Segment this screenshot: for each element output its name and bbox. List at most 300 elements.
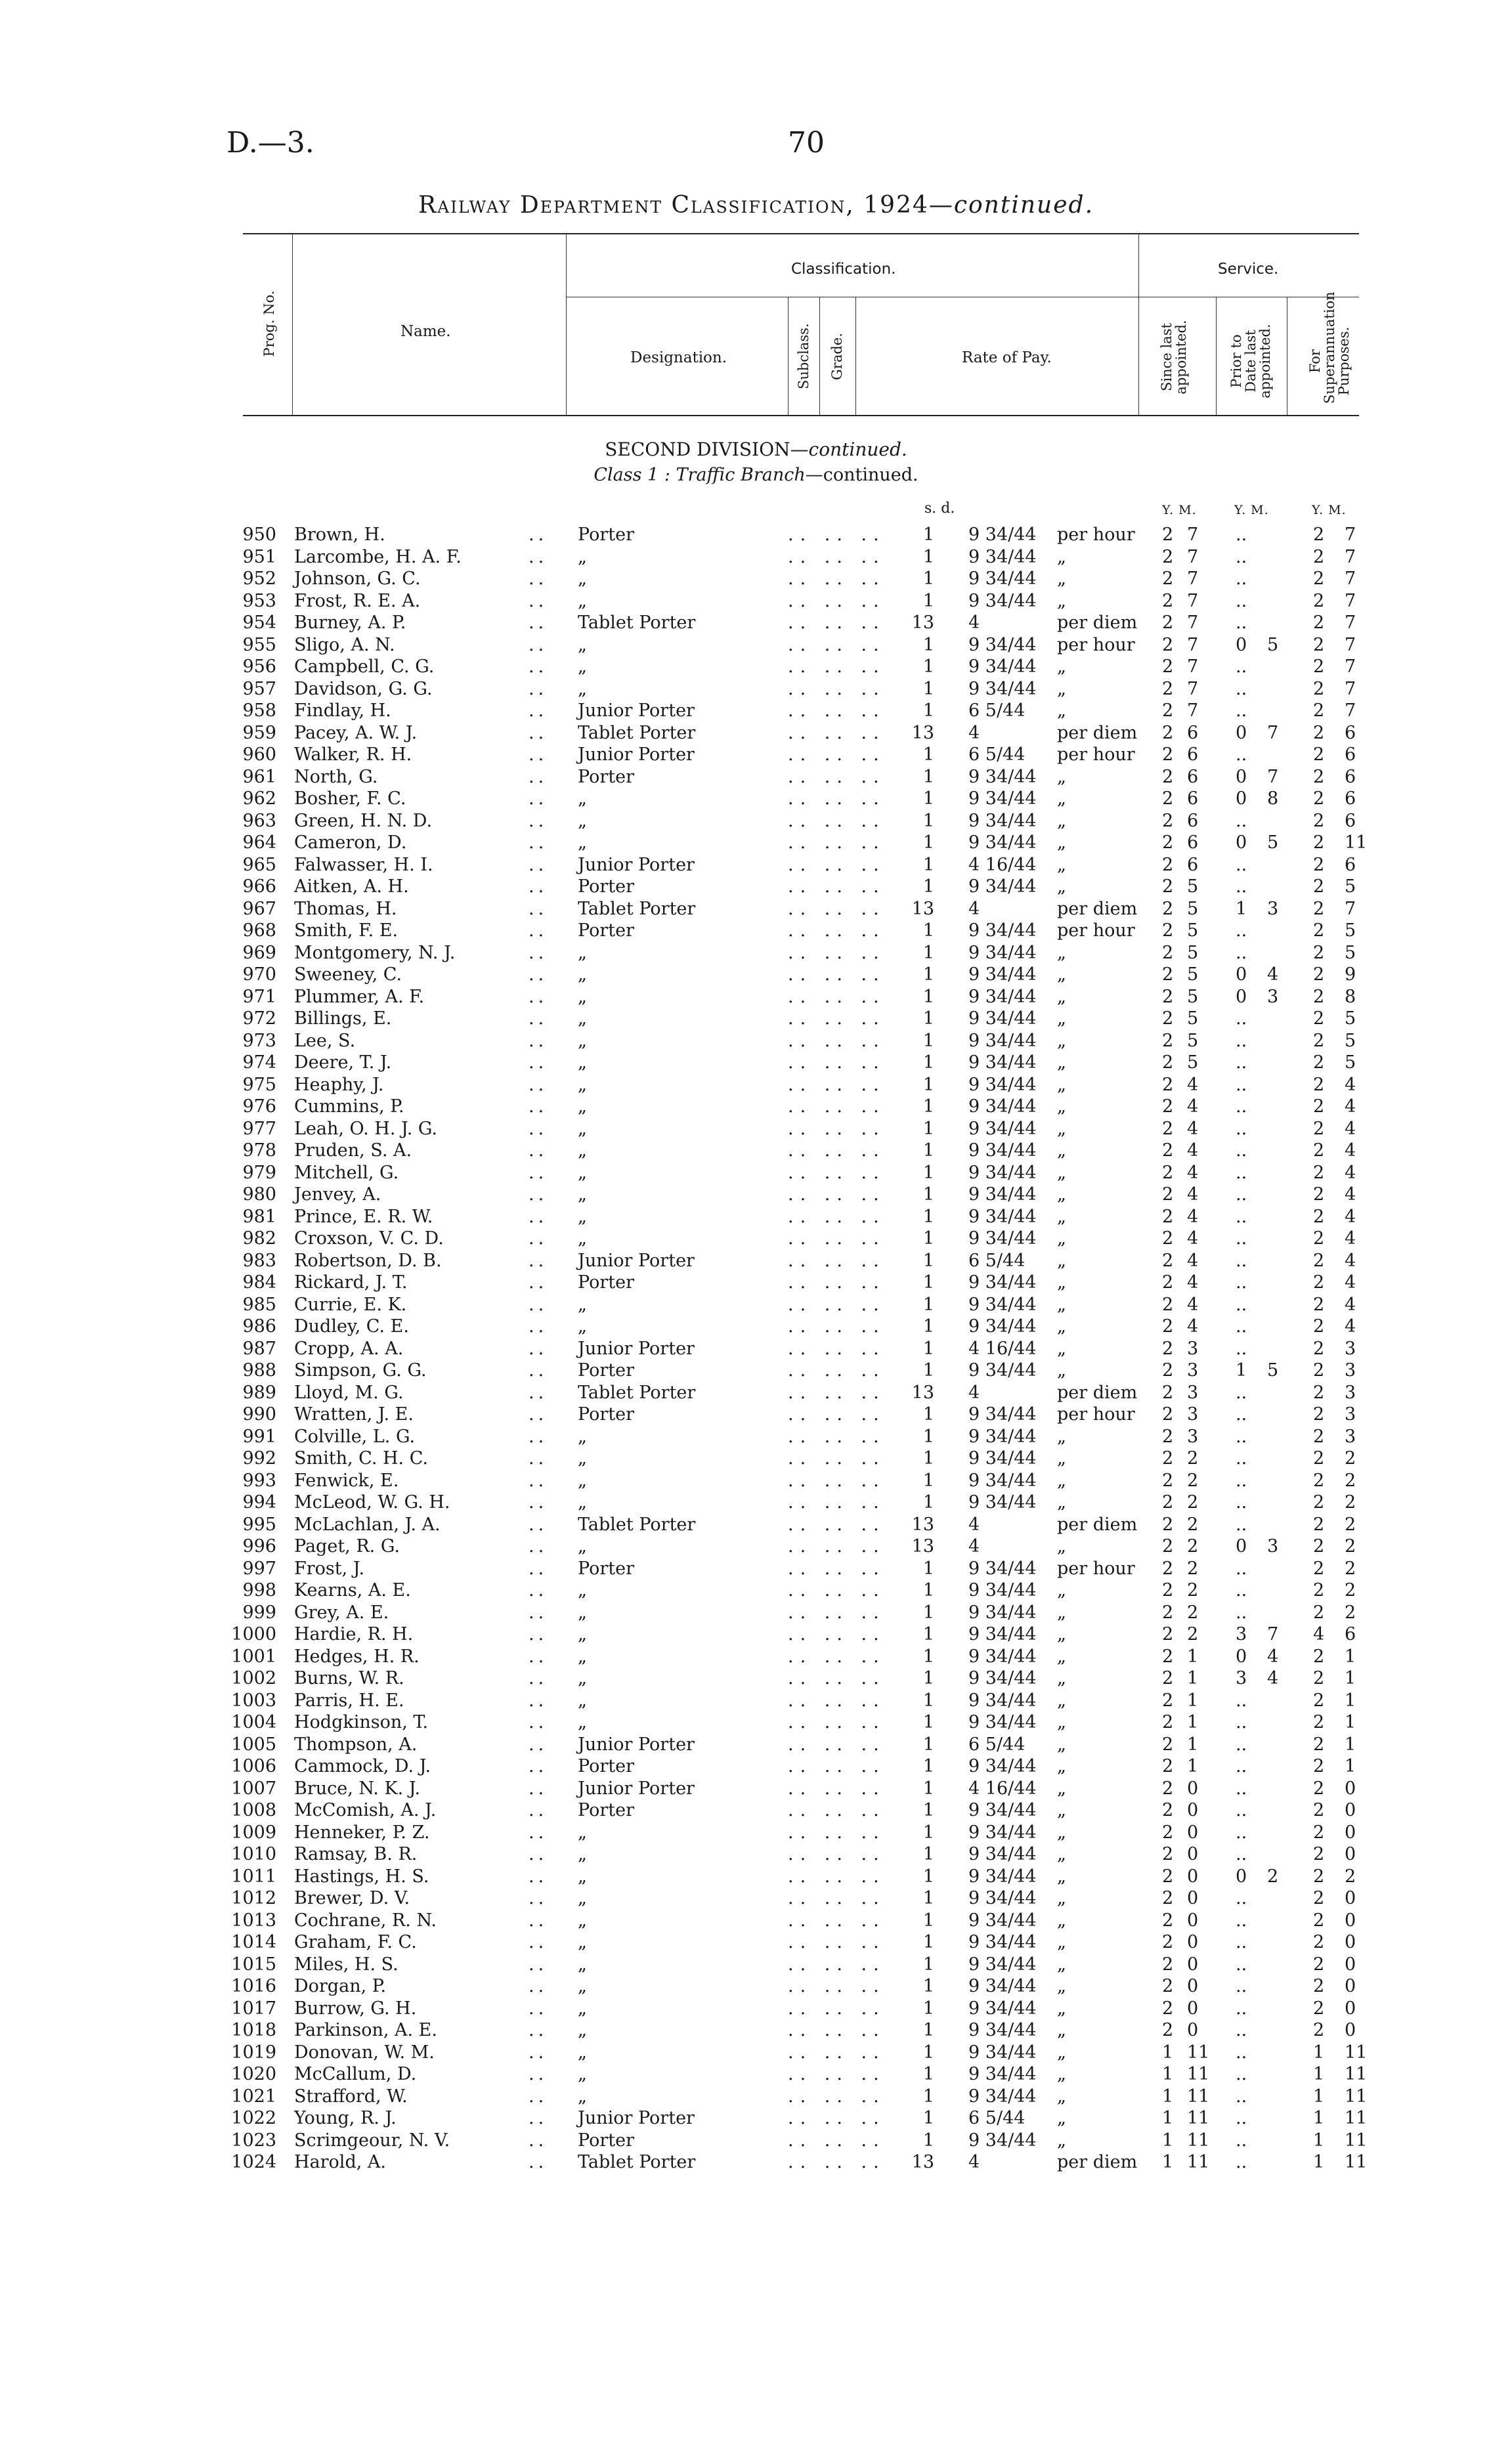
prog-no: 966 — [242, 876, 276, 897]
since-last-months: 6 — [1187, 788, 1199, 809]
since-last-years: 2 — [1162, 1382, 1174, 1403]
prog-no: 1018 — [231, 2020, 276, 2040]
leader-dots: .. — [529, 722, 548, 743]
since-last-years: 2 — [1162, 1316, 1174, 1337]
table-row — [0, 1470, 1512, 1492]
prior-years: 3 — [1236, 1624, 1247, 1644]
prog-no: 973 — [242, 1030, 276, 1051]
table-row — [0, 1382, 1512, 1404]
pay-pence: 9 34/44 — [968, 2020, 1037, 2040]
employee-name: Montgomery, N. J. — [294, 942, 456, 963]
since-last-months: 5 — [1187, 1030, 1199, 1051]
leader-dots: .. — [529, 1844, 548, 1864]
prior-years: .. — [1236, 1932, 1247, 1952]
employee-name: Cropp, A. A. — [294, 1338, 404, 1359]
designation: Porter — [578, 1272, 634, 1293]
employee-name: Burns, W. R. — [294, 1668, 404, 1688]
since-last-years: 2 — [1162, 1360, 1174, 1381]
header-rate-of-pay: Rate of Pay. — [962, 349, 1052, 366]
super-years: 2 — [1313, 898, 1325, 919]
super-years: 2 — [1313, 1844, 1325, 1864]
super-months: 9 — [1345, 964, 1356, 985]
pay-period: „ — [1057, 788, 1066, 809]
pay-period: „ — [1057, 569, 1066, 589]
super-years: 1 — [1313, 2108, 1325, 2128]
prog-no: 972 — [242, 1008, 276, 1029]
designation: Porter — [578, 1404, 634, 1425]
since-last-years: 1 — [1162, 2064, 1174, 2084]
units-ym-3: Y. M. — [1312, 503, 1347, 517]
pay-period: „ — [1057, 1536, 1066, 1557]
leader-dots: .. .. .. — [788, 700, 886, 721]
pay-shillings: 1 — [922, 2108, 934, 2128]
since-last-years: 2 — [1162, 1646, 1174, 1667]
employee-name: Miles, H. S. — [294, 1954, 399, 1975]
leader-dots: .. — [529, 1228, 548, 1249]
pay-shillings: 1 — [922, 1360, 934, 1381]
prog-no: 968 — [242, 920, 276, 941]
employee-name: Henneker, P. Z. — [294, 1822, 430, 1843]
table-row — [0, 1514, 1512, 1536]
since-last-years: 2 — [1162, 1866, 1174, 1887]
prior-years: 1 — [1236, 898, 1247, 919]
division-title — [0, 439, 1512, 460]
designation: Porter — [578, 1558, 634, 1579]
prog-no: 986 — [242, 1316, 276, 1337]
since-last-years: 2 — [1162, 1976, 1174, 1996]
designation: Porter — [578, 1800, 634, 1820]
designation: „ — [578, 1536, 587, 1557]
since-last-years: 2 — [1162, 810, 1174, 831]
table-row — [0, 986, 1512, 1008]
prior-months: 5 — [1267, 634, 1279, 655]
pay-pence: 9 34/44 — [968, 634, 1037, 655]
prior-years: 0 — [1236, 1536, 1247, 1557]
pay-shillings: 1 — [922, 634, 934, 655]
designation: Tablet Porter — [578, 612, 696, 633]
prog-no: 1008 — [231, 1800, 276, 1820]
leader-dots: .. .. .. — [788, 854, 886, 875]
table-row — [0, 1206, 1512, 1228]
since-last-months: 7 — [1187, 569, 1199, 589]
prior-years: .. — [1236, 1844, 1247, 1864]
table-row — [0, 1492, 1512, 1514]
prog-no: 965 — [242, 854, 276, 875]
prog-no: 993 — [242, 1470, 276, 1491]
prog-no: 992 — [242, 1448, 276, 1469]
pay-period: „ — [1057, 1316, 1066, 1337]
pay-shillings: 1 — [922, 1778, 934, 1799]
pay-shillings: 1 — [922, 1712, 934, 1732]
since-last-years: 2 — [1162, 1448, 1174, 1469]
since-last-years: 2 — [1162, 590, 1174, 611]
since-last-months: 4 — [1187, 1074, 1199, 1095]
super-years: 2 — [1313, 832, 1325, 853]
pay-shillings: 13 — [911, 898, 934, 919]
table-row — [0, 1667, 1512, 1690]
since-last-months: 2 — [1187, 1558, 1199, 1579]
pay-shillings: 1 — [922, 1492, 934, 1513]
leader-dots: .. .. .. — [788, 656, 886, 677]
pay-pence: 9 34/44 — [968, 1008, 1037, 1029]
super-months: 11 — [1345, 2042, 1368, 2063]
pay-shillings: 1 — [922, 1866, 934, 1887]
pay-shillings: 1 — [922, 1272, 934, 1293]
since-last-years: 2 — [1162, 1052, 1174, 1073]
leader-dots: .. — [529, 1822, 548, 1843]
prog-no: 1004 — [231, 1712, 276, 1732]
leader-dots: .. .. .. — [788, 1206, 886, 1227]
pay-period: „ — [1057, 986, 1066, 1007]
super-years: 2 — [1313, 788, 1325, 809]
prior-years: .. — [1236, 1998, 1247, 2019]
designation: Tablet Porter — [578, 722, 696, 743]
super-years: 2 — [1313, 634, 1325, 655]
super-years: 1 — [1313, 2064, 1325, 2084]
super-years: 1 — [1313, 2086, 1325, 2107]
pay-shillings: 1 — [922, 1844, 934, 1864]
super-months: 0 — [1345, 1800, 1356, 1820]
pay-period: „ — [1057, 1976, 1066, 1996]
prog-no: 982 — [242, 1228, 276, 1249]
since-last-years: 2 — [1162, 1096, 1174, 1117]
super-months: 4 — [1345, 1184, 1356, 1205]
since-last-years: 2 — [1162, 1910, 1174, 1931]
designation: „ — [578, 1998, 587, 2019]
pay-pence: 6 5/44 — [968, 2108, 1026, 2128]
pay-shillings: 1 — [922, 1756, 934, 1776]
super-years: 2 — [1313, 1712, 1325, 1732]
prior-years: .. — [1236, 1448, 1247, 1469]
pay-shillings: 1 — [922, 1052, 934, 1073]
table-row — [0, 1272, 1512, 1294]
employee-name: Bosher, F. C. — [294, 788, 406, 809]
prior-years: .. — [1236, 1140, 1247, 1161]
pay-period: per diem — [1057, 2152, 1138, 2172]
prior-years: 3 — [1236, 1668, 1247, 1688]
employee-name: Plummer, A. F. — [294, 986, 425, 1007]
since-last-months: 0 — [1187, 1778, 1199, 1799]
super-months: 6 — [1345, 788, 1356, 809]
leader-dots: .. — [529, 1162, 548, 1183]
since-last-months: 7 — [1187, 678, 1199, 699]
since-last-years: 2 — [1162, 942, 1174, 963]
employee-name: Heaphy, J. — [294, 1074, 384, 1095]
pay-period: „ — [1057, 1448, 1066, 1469]
pay-shillings: 1 — [922, 766, 934, 787]
super-years: 2 — [1313, 766, 1325, 787]
leader-dots: .. .. .. — [788, 2064, 886, 2084]
pay-period: „ — [1057, 942, 1066, 963]
leader-dots: .. .. .. — [788, 1382, 886, 1403]
since-last-years: 2 — [1162, 546, 1174, 567]
since-last-months: 3 — [1187, 1426, 1199, 1447]
prior-years: .. — [1236, 525, 1247, 545]
super-months: 0 — [1345, 2020, 1356, 2040]
since-last-years: 2 — [1162, 1074, 1174, 1095]
table-row — [0, 854, 1512, 876]
designation: „ — [578, 1052, 587, 1073]
since-last-years: 2 — [1162, 1756, 1174, 1776]
super-months: 4 — [1345, 1118, 1356, 1139]
leader-dots: .. — [529, 1030, 548, 1051]
leader-dots: .. .. .. — [788, 1294, 886, 1315]
super-months: 11 — [1345, 2064, 1368, 2084]
super-years: 2 — [1313, 656, 1325, 677]
since-last-months: 7 — [1187, 700, 1199, 721]
since-last-years: 2 — [1162, 1536, 1174, 1557]
super-months: 0 — [1345, 1954, 1356, 1975]
employee-name: Deere, T. J. — [294, 1052, 392, 1073]
since-last-years: 2 — [1162, 1888, 1174, 1908]
leader-dots: .. .. .. — [788, 1712, 886, 1732]
leader-dots: .. .. .. — [788, 1448, 886, 1469]
pay-period: per diem — [1057, 722, 1138, 743]
since-last-months: 3 — [1187, 1360, 1199, 1381]
since-last-years: 2 — [1162, 1470, 1174, 1491]
designation: Tablet Porter — [578, 2152, 696, 2172]
super-years: 2 — [1313, 1294, 1325, 1315]
table-row — [0, 1931, 1512, 1954]
super-years: 2 — [1313, 1646, 1325, 1667]
super-years: 2 — [1313, 525, 1325, 545]
table-row — [0, 656, 1512, 678]
employee-name: Prince, E. R. W. — [294, 1206, 433, 1227]
table-row — [0, 1755, 1512, 1778]
prior-years: .. — [1236, 546, 1247, 567]
pay-pence: 9 34/44 — [968, 920, 1037, 941]
prior-years: .. — [1236, 1052, 1247, 1073]
prior-years: .. — [1236, 1294, 1247, 1315]
prog-no: 1006 — [231, 1756, 276, 1776]
header-name: Name. — [400, 323, 451, 340]
since-last-years: 2 — [1162, 1954, 1174, 1975]
pay-shillings: 1 — [922, 1800, 934, 1820]
leader-dots: .. .. .. — [788, 1052, 886, 1073]
prog-no: 959 — [242, 722, 276, 743]
prog-no: 978 — [242, 1140, 276, 1161]
leader-dots: .. — [529, 2108, 548, 2128]
since-last-years: 2 — [1162, 678, 1174, 699]
division-continued: —continued. — [790, 439, 907, 460]
since-last-months: 6 — [1187, 722, 1199, 743]
leader-dots: .. — [529, 1272, 548, 1293]
employee-name: Harold, A. — [294, 2152, 386, 2172]
pay-pence: 9 34/44 — [968, 832, 1037, 853]
employee-name: Aitken, A. H. — [294, 876, 409, 897]
designation: „ — [578, 1976, 587, 1996]
since-last-months: 0 — [1187, 1954, 1199, 1975]
pay-period: „ — [1057, 1052, 1066, 1073]
prog-no: 1010 — [231, 1844, 276, 1864]
super-years: 2 — [1313, 1382, 1325, 1403]
pay-pence: 9 34/44 — [968, 1932, 1037, 1952]
pay-shillings: 1 — [922, 1910, 934, 1931]
super-months: 2 — [1345, 1492, 1356, 1513]
table-row — [0, 634, 1512, 656]
division-name: SECOND DIVISION — [605, 439, 790, 460]
prog-no: 975 — [242, 1074, 276, 1095]
table-row — [0, 1975, 1512, 1998]
super-years: 2 — [1313, 1140, 1325, 1161]
pay-shillings: 1 — [922, 1470, 934, 1491]
leader-dots: .. .. .. — [788, 2130, 886, 2151]
pay-period: „ — [1057, 1140, 1066, 1161]
pay-pence: 9 34/44 — [968, 1866, 1037, 1887]
super-months: 5 — [1345, 942, 1356, 963]
table-row — [0, 1822, 1512, 1844]
pay-pence: 9 34/44 — [968, 1910, 1037, 1931]
pay-pence: 9 34/44 — [968, 1140, 1037, 1161]
pay-pence: 9 34/44 — [968, 2130, 1037, 2151]
designation: „ — [578, 1910, 587, 1931]
table-row — [0, 2063, 1512, 2086]
pay-pence: 9 34/44 — [968, 1162, 1037, 1183]
prog-no: 955 — [242, 634, 276, 655]
super-months: 2 — [1345, 1448, 1356, 1469]
since-last-years: 2 — [1162, 1206, 1174, 1227]
pay-shillings: 1 — [922, 1668, 934, 1688]
employee-name: Lloyd, M. G. — [294, 1382, 404, 1403]
pay-period: „ — [1057, 2086, 1066, 2107]
since-last-years: 2 — [1162, 656, 1174, 677]
pay-pence: 9 34/44 — [968, 1756, 1037, 1776]
pay-shillings: 13 — [911, 2152, 934, 2172]
leader-dots: .. — [529, 1536, 548, 1557]
since-last-months: 7 — [1187, 612, 1199, 633]
super-years: 2 — [1313, 700, 1325, 721]
super-years: 2 — [1313, 854, 1325, 875]
super-years: 2 — [1313, 1074, 1325, 1095]
since-last-years: 1 — [1162, 2042, 1174, 2063]
prior-years: .. — [1236, 1184, 1247, 1205]
pay-period: „ — [1057, 1756, 1066, 1776]
table-row — [0, 2151, 1512, 2174]
pay-shillings: 13 — [911, 612, 934, 633]
pay-pence: 4 — [968, 1536, 980, 1557]
pay-pence: 9 34/44 — [968, 1822, 1037, 1843]
pay-shillings: 1 — [922, 832, 934, 853]
header-classification: Classification. — [791, 261, 896, 278]
pay-shillings: 13 — [911, 1382, 934, 1403]
leader-dots: .. .. .. — [788, 1910, 886, 1931]
since-last-years: 2 — [1162, 986, 1174, 1007]
super-months: 1 — [1345, 1756, 1356, 1776]
super-years: 2 — [1313, 1756, 1325, 1776]
super-months: 2 — [1345, 1558, 1356, 1579]
pay-pence: 9 34/44 — [968, 1184, 1037, 1205]
super-months: 4 — [1345, 1272, 1356, 1293]
prog-no: 979 — [242, 1162, 276, 1183]
since-last-years: 2 — [1162, 525, 1174, 545]
prior-years: .. — [1236, 1778, 1247, 1799]
leader-dots: .. — [529, 1668, 548, 1688]
super-months: 4 — [1345, 1250, 1356, 1271]
super-months: 0 — [1345, 1976, 1356, 1996]
prior-months: 7 — [1267, 1624, 1279, 1644]
designation: „ — [578, 1580, 587, 1601]
pay-shillings: 1 — [922, 920, 934, 941]
header-subclass: Subclass. — [795, 323, 811, 390]
prior-years: .. — [1236, 744, 1247, 765]
super-months: 5 — [1345, 876, 1356, 897]
class-label: Class 1 : Traffic Branch — [594, 465, 806, 485]
prog-no: 988 — [242, 1360, 276, 1381]
leader-dots: .. — [529, 525, 548, 545]
employee-name: McComish, A. J. — [294, 1800, 437, 1820]
leader-dots: .. .. .. — [788, 1536, 886, 1557]
designation: „ — [578, 569, 587, 589]
super-months: 0 — [1345, 1844, 1356, 1864]
super-years: 2 — [1313, 810, 1325, 831]
since-last-months: 2 — [1187, 1602, 1199, 1623]
leader-dots: .. — [529, 1624, 548, 1644]
designation: „ — [578, 1712, 587, 1732]
designation: Porter — [578, 1756, 634, 1776]
super-years: 2 — [1313, 1404, 1325, 1425]
pay-shillings: 1 — [922, 1118, 934, 1139]
leader-dots: .. .. .. — [788, 569, 886, 589]
leader-dots: .. .. .. — [788, 1096, 886, 1117]
prog-no: 999 — [242, 1602, 276, 1623]
prog-no: 954 — [242, 612, 276, 633]
leader-dots: .. .. .. — [788, 1844, 886, 1864]
table-row — [0, 546, 1512, 569]
leader-dots: .. — [529, 1250, 548, 1271]
prog-no: 952 — [242, 569, 276, 589]
super-years: 2 — [1313, 1338, 1325, 1359]
super-years: 2 — [1313, 1514, 1325, 1535]
pay-period: „ — [1057, 678, 1066, 699]
pay-period: „ — [1057, 1360, 1066, 1381]
employee-name: McCallum, D. — [294, 2064, 417, 2084]
super-months: 4 — [1345, 1206, 1356, 1227]
prior-years: .. — [1236, 1426, 1247, 1447]
since-last-months: 2 — [1187, 1536, 1199, 1557]
employee-name: Kearns, A. E. — [294, 1580, 411, 1601]
leader-dots: .. — [529, 2042, 548, 2063]
pay-shillings: 1 — [922, 1734, 934, 1755]
since-last-months: 11 — [1187, 2064, 1210, 2084]
since-last-years: 2 — [1162, 1932, 1174, 1952]
prior-years: .. — [1236, 1030, 1247, 1051]
pay-pence: 9 34/44 — [968, 590, 1037, 611]
leader-dots: .. — [529, 1910, 548, 1931]
since-last-months: 4 — [1187, 1294, 1199, 1315]
prog-no: 963 — [242, 810, 276, 831]
employee-name: Frost, R. E. A. — [294, 590, 421, 611]
prior-years: .. — [1236, 1008, 1247, 1029]
pay-shillings: 1 — [922, 1096, 934, 1117]
designation: Junior Porter — [578, 1250, 695, 1271]
super-years: 2 — [1313, 1734, 1325, 1755]
since-last-years: 2 — [1162, 1118, 1174, 1139]
since-last-months: 5 — [1187, 1052, 1199, 1073]
prog-no: 981 — [242, 1206, 276, 1227]
pay-shillings: 1 — [922, 788, 934, 809]
prog-no: 970 — [242, 964, 276, 985]
employee-name: Cammock, D. J. — [294, 1756, 431, 1776]
since-last-years: 2 — [1162, 832, 1174, 853]
prior-years: 0 — [1236, 964, 1247, 985]
pay-period: „ — [1057, 2130, 1066, 2151]
table-row — [0, 1228, 1512, 1250]
table-row — [0, 2107, 1512, 2130]
prior-months: 5 — [1267, 1360, 1279, 1381]
since-last-years: 2 — [1162, 744, 1174, 765]
leader-dots: .. — [529, 700, 548, 721]
leader-dots: .. — [529, 1316, 548, 1337]
